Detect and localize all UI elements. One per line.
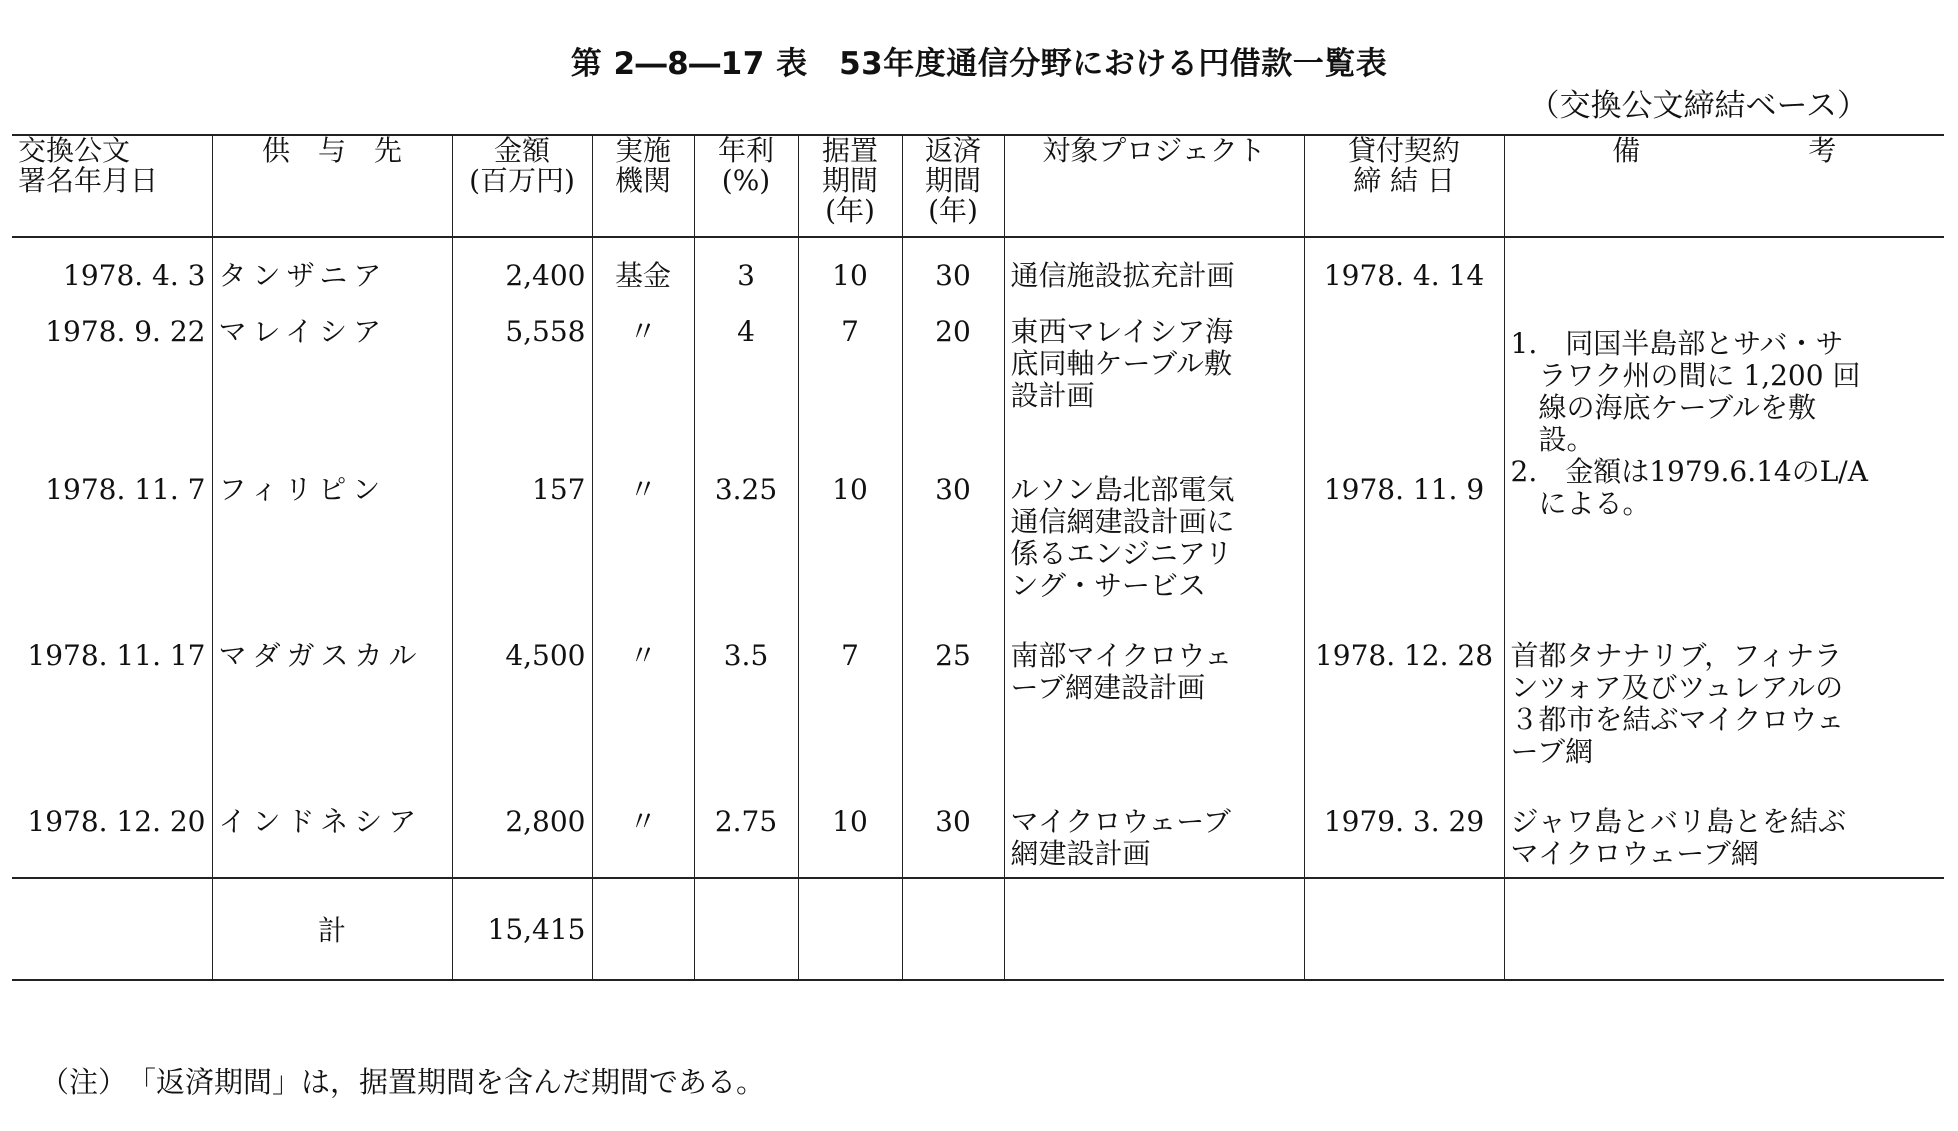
cell-rate: 3.25 xyxy=(694,474,798,640)
cell-total-blank xyxy=(592,878,694,980)
header-repay-line2: 期間 xyxy=(924,164,981,197)
cell-agency: 〃 xyxy=(592,806,694,878)
cell-repay: 30 xyxy=(902,806,1004,878)
cell-contract: 1978. 12. 28 xyxy=(1304,640,1504,806)
cell-recipient: マダガスカル xyxy=(212,640,452,806)
table-row xyxy=(12,260,1944,316)
header-row xyxy=(12,135,1944,237)
project-line: 東西マレイシア海 xyxy=(1010,315,1234,348)
cell-amount: 4,500 xyxy=(452,640,592,806)
yen-loan-table xyxy=(12,134,1944,981)
cell-project xyxy=(1004,640,1304,806)
remark-line: ーブ網 xyxy=(1510,735,1594,768)
cell-date: 1978. 12. 20 xyxy=(27,805,206,838)
header-agency-line2: 機関 xyxy=(614,164,671,197)
cell-amount: 2,800 xyxy=(452,806,592,878)
remark-line: マイクロウェーブ網 xyxy=(1510,837,1759,870)
project-line: ング・サービス xyxy=(1010,569,1206,602)
cell-remarks xyxy=(1504,640,1944,806)
cell-date: 1978. 11. 17 xyxy=(27,639,206,672)
total-row xyxy=(12,878,1944,980)
cell-project xyxy=(1004,260,1304,316)
cell-grace: 10 xyxy=(798,806,902,878)
cell-rate: 2.75 xyxy=(694,806,798,878)
cell-agency: 〃 xyxy=(592,640,694,806)
cell-grace: 10 xyxy=(798,260,902,316)
header-project: 対象プロジェクト xyxy=(1004,135,1304,237)
cell-recipient: フィリピン xyxy=(212,474,452,640)
table-row xyxy=(12,806,1944,878)
cell-total-blank xyxy=(12,878,212,980)
cell-agency: 〃 xyxy=(592,474,694,640)
header-amount xyxy=(452,135,592,237)
project-line: 底同軸ケーブル敷 xyxy=(1010,347,1232,380)
project-line: 係るエンジニアリ xyxy=(1010,537,1233,570)
header-repay-line1: 返済 xyxy=(924,134,981,167)
project-line: 南部マイクロウェ xyxy=(1010,639,1233,672)
cell-amount: 2,400 xyxy=(452,260,592,316)
header-repay xyxy=(902,135,1004,237)
project-line: 通信網建設計画に xyxy=(1010,505,1235,538)
header-rate xyxy=(694,135,798,237)
cell-agency: 〃 xyxy=(592,316,694,474)
cell-contract: 1979. 3. 29 xyxy=(1304,806,1504,878)
header-repay-line3: (年) xyxy=(928,194,978,227)
cell-rate: 3.5 xyxy=(694,640,798,806)
remark-line: 設。 xyxy=(1510,423,1595,456)
header-amount-line2: (百万円) xyxy=(469,164,575,197)
cell-project xyxy=(1004,474,1304,640)
cell-project xyxy=(1004,316,1304,474)
cell-contract: 1978. 11. 9 xyxy=(1304,474,1504,640)
cell-total-amount: 15,415 xyxy=(452,878,592,980)
remark-line: 1. 同国半島部とサバ・サ xyxy=(1510,327,1844,360)
spacer-row xyxy=(12,237,1944,260)
remark-line: ンツォア及びツュレアルの xyxy=(1510,671,1844,704)
cell-repay: 20 xyxy=(902,316,1004,474)
cell-amount: 157 xyxy=(452,474,592,640)
header-grace xyxy=(798,135,902,237)
cell-agency: 基金 xyxy=(592,260,694,316)
cell-grace: 7 xyxy=(798,640,902,806)
cell-repay: 25 xyxy=(902,640,1004,806)
cell-date: 1978. 11. 7 xyxy=(45,473,206,506)
header-agency-line1: 実施 xyxy=(614,134,671,167)
remark-line: 2. 金額は1979.6.14のL/A xyxy=(1510,455,1868,488)
cell-contract xyxy=(1304,316,1504,474)
header-rate-line1: 年利 xyxy=(717,134,774,167)
project-line: ーブ網建設計画 xyxy=(1010,671,1206,704)
cell-total-blank xyxy=(694,878,798,980)
project-line: 通信施設拡充計画 xyxy=(1010,259,1235,292)
remark-line: ジャワ島とバリ島とを結ぶ xyxy=(1510,805,1846,838)
cell-rate: 4 xyxy=(694,316,798,474)
cell-grace: 10 xyxy=(798,474,902,640)
header-contract-line2: 締 結 日 xyxy=(1353,164,1455,197)
cell-project xyxy=(1004,806,1304,878)
header-grace-line3: (年) xyxy=(825,194,875,227)
header-grace-line2: 期間 xyxy=(821,164,878,197)
cell-recipient: インドネシア xyxy=(212,806,452,878)
header-agency xyxy=(592,135,694,237)
header-contract-line1: 貸付契約 xyxy=(1347,134,1460,167)
cell-remarks xyxy=(1504,316,1944,640)
project-line: 網建設計画 xyxy=(1010,837,1151,870)
remark-line: ラワク州の間に 1,200 回 xyxy=(1510,359,1861,392)
remark-line: による。 xyxy=(1510,487,1651,520)
header-date-line2: 署名年月日 xyxy=(18,164,159,197)
remark-line: ３都市を結ぶマイクロウェ xyxy=(1510,703,1845,736)
cell-repay: 30 xyxy=(902,474,1004,640)
header-remarks: 備 考 xyxy=(1504,135,1944,237)
cell-total-label: 計 xyxy=(212,878,452,980)
cell-grace: 7 xyxy=(798,316,902,474)
project-line: 設計画 xyxy=(1010,379,1095,412)
header-date-line1: 交換公文 xyxy=(18,134,131,167)
cell-contract: 1978. 4. 14 xyxy=(1304,260,1504,316)
table-subtitle: （交換公文締結ベース） xyxy=(1528,88,1868,124)
cell-total-blank xyxy=(902,878,1004,980)
cell-date: 1978. 4. 3 xyxy=(63,259,206,292)
cell-rate: 3 xyxy=(694,260,798,316)
header-amount-line1: 金額 xyxy=(493,134,550,167)
project-line: ルソン島北部電気 xyxy=(1010,473,1235,506)
cell-recipient: タンザニア xyxy=(212,260,452,316)
remark-line: 線の海底ケーブルを敷 xyxy=(1510,391,1816,424)
header-grace-line1: 据置 xyxy=(821,134,878,167)
cell-total-blank xyxy=(1304,878,1504,980)
header-recipient: 供 与 先 xyxy=(212,135,452,237)
cell-total-blank xyxy=(1004,878,1304,980)
header-date xyxy=(12,135,212,237)
cell-amount: 5,558 xyxy=(452,316,592,474)
table-footnote: （注） 「返済期間」は，据置期間を含んだ期間である。 xyxy=(40,1065,766,1099)
header-contract xyxy=(1304,135,1504,237)
project-line: マイクロウェーブ xyxy=(1010,805,1231,838)
cell-remarks xyxy=(1504,806,1944,878)
table-row xyxy=(12,640,1944,806)
cell-repay: 30 xyxy=(902,260,1004,316)
table-row xyxy=(12,316,1944,474)
cell-remarks xyxy=(1504,260,1944,316)
table-title: 第 2―8―17 表 53年度通信分野における円借款一覧表 xyxy=(570,46,1388,82)
cell-recipient: マレイシア xyxy=(212,316,452,474)
header-rate-line2: (%) xyxy=(721,164,771,197)
cell-total-blank xyxy=(1504,878,1944,980)
remark-line: 首都タナナリブ，フィナラ xyxy=(1510,639,1843,672)
cell-date: 1978. 9. 22 xyxy=(45,315,206,348)
cell-total-blank xyxy=(798,878,902,980)
